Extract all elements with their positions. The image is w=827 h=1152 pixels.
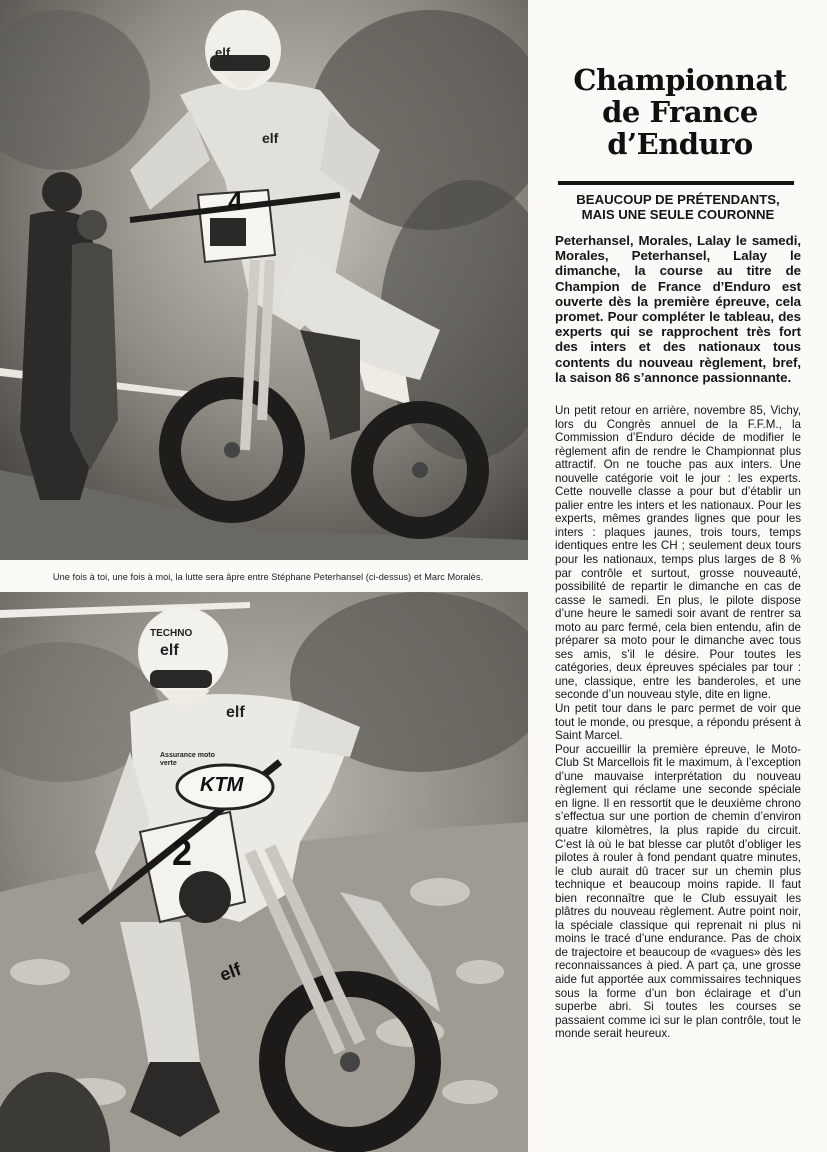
title-line: Championnat [573, 63, 787, 97]
photo-peterhansel [0, 0, 528, 560]
front-plate-number: 4 [228, 186, 243, 216]
title-line: de France [602, 95, 758, 129]
body-paragraph: Un petit retour en arrière, novembre 85, Vichy, lors du Congrès annuel de la F.F.M., la Commission d’Enduro décide de modifier le règlement afin de rendre le Championnat plus attractif. On ne touche pas aux inters. Une nouvelle catégorie voit le jour : les experts. Cette nouvelle classe a pour but d’établir un palier entre les inters et les nationaux. Pour les experts, mêmes grandes lignes que pour les inters : plaques jaunes, trois tours, temps identiques entre les CH ; seulement deux tours pour les nationaux, temps plus larges de 8 % par contrôle et surtout, grosse nouveauté, possibilité de repartir le dimanche en cas de casse le samedi. En plus, le pilote dispose d’une heure le samedi soir avant de rentrer sa moto au parc fermé, cela bien entendu, afin de préparer sa moto pour le dimanche avec tous ses amis, s’il le désire. Pour toutes les catégories, deux épreuves spéciales par tour : une, classique, entre les banderoles, et une seconde d’un nouveau style, dite en ligne. [555, 404, 801, 702]
body-paragraph: Un petit tour dans le parc permet de voir que tout le monde, ou presque, a répondu présent à Saint Marcel. [555, 702, 801, 743]
article-body [555, 404, 801, 1041]
body-paragraph: Pour accueillir la première épreuve, le Moto-Club St Marcellois fit le maximum, à l’exception d’une mauvaise interprétation du nouveau règlement qui réclame une seconde spéciale en ligne. Il en ressortit que le deuxième chrono s’effectua sur une portion de chemin d’environ quatre kilomètres, la plus rapide du circuit. C’est là où le bat blesse car plutôt d’obliger les pilotes à rouler à fond pendant quatre minutes, le club aurait dû tracer sur un chemin plus technique et beaucoup moins rapide. Il faut bien reconnaître que le Club essuyait les plâtres du nouveau règlement. Autre point noir, la spéciale classique qui reprenait ni plus ni moins le tracé d’une endurance. Pas de choix de trajectoire et beaucoup de «vagues» dès les reconnaissances à pied. A part ça, une grosse aide fut apportée aux commissaires techniques sous la forme d’un bon éclairage et d’un superbe abri. Si toutes les courses se passaient comme ici sur le plan contrôle, tout le monde serait heureux. [555, 742, 801, 1041]
photo-caption: Une fois à toi, une fois à moi, la lutte sera âpre entre Stéphane Peterhansel (ci-dessus) et Marc Moralès. [52, 572, 484, 582]
fork-logo: elf [217, 959, 244, 986]
subhead-line: BEAUCOUP DE PRÉTENDANTS, [576, 192, 780, 207]
article-lead: Peterhansel, Morales, Lalay le samedi, Morales, Peterhansel, Lalay le dimanche, la course au titre de Champion de France d’Enduro est ouverte dès la première épreuve, cela promet. Pour compléter le tableau, des experts qui se rapprochent très fort des inters et des nationaux tous contents du nouveau règlement, bref, la saison 86 s’annonce passionnante. [555, 233, 801, 385]
ktm-logo: KTM [200, 774, 244, 796]
helmet-logo: elf [215, 45, 231, 60]
photo-morales-illustration [0, 592, 528, 1152]
article-title [540, 64, 820, 160]
subhead-line: MAIS UNE SEULE COURONNE [581, 207, 775, 222]
title-rule [558, 181, 794, 185]
helmet-logo: elf [160, 642, 179, 659]
jersey-logo: elf [226, 704, 245, 721]
title-line: d’Enduro [607, 127, 753, 161]
photo-morales [0, 592, 528, 1152]
front-plate-number: 2 [172, 832, 193, 873]
photo-peterhansel-illustration [0, 0, 528, 560]
jersey-logo: elf [262, 130, 279, 146]
jersey-patch: Assurance moto verte [160, 752, 215, 767]
article-subhead [555, 192, 801, 222]
helmet-sponsor: TECHNO [150, 628, 193, 639]
